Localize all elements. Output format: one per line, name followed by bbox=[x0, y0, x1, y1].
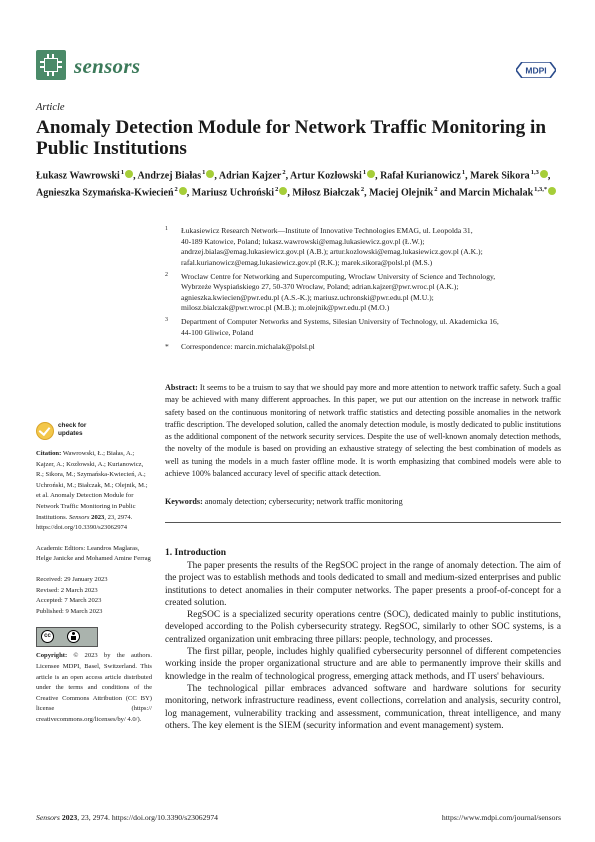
footer-year: 2023 bbox=[61, 813, 78, 822]
author-affiliation-marker: 1 bbox=[362, 169, 367, 176]
author-name[interactable]: Agnieszka Szymańska-Kwiecień bbox=[36, 187, 174, 199]
affiliation-line: Department of Computer Networks and Systems, Silesian University of Technology, ul. Akademicka 16, bbox=[181, 317, 499, 327]
journal-name[interactable]: sensors bbox=[74, 54, 141, 78]
keywords-text: anomaly detection; cybersecurity; network traffic monitoring bbox=[204, 497, 403, 506]
author-name[interactable]: Rafał Kurianowicz bbox=[380, 170, 461, 182]
journal-logo-icon bbox=[36, 50, 66, 80]
citation-text: Wawrowski, Ł.; Białas, A.; Kajzer, A.; Kozłowski, A.; Kurianowicz, R.; Sikora, M.; Szymańska-Kwiecień, A.; Uchroński, M.; Białczak, M.; Olejnik, M.; et al. Anomaly Detection Module for Network Traffic Monitoring in Public Institutions. bbox=[36, 450, 148, 521]
abstract-label: Abstract: bbox=[165, 383, 198, 392]
section-divider bbox=[165, 522, 561, 523]
author-affiliation-marker: 1 bbox=[202, 169, 206, 176]
author-affiliation-marker: 2 bbox=[434, 185, 438, 193]
author-name[interactable]: Marek Sikora bbox=[470, 170, 530, 182]
author-affiliation-marker: 1,3,* bbox=[534, 185, 548, 193]
affiliation-line: rafal.kurianowicz@emag.lukasiewicz.gov.pl (R.K.); marek.sikora@polsl.pl (M.S.) bbox=[181, 257, 433, 267]
citation-label: Citation: bbox=[36, 450, 62, 457]
affiliation-item bbox=[165, 317, 565, 338]
mdpi-logo-icon[interactable] bbox=[516, 62, 556, 78]
keywords bbox=[165, 497, 561, 506]
author-separator: , bbox=[287, 187, 293, 199]
copyright-block bbox=[36, 651, 152, 725]
copyright-text: © 2023 by the authors. Licensee MDPI, Basel, Switzerland. This article is an open access article distributed under the terms and conditions of the Creative Commons Attribution (CC BY) license (https:// creativecommons.org/licenses/by/ 4.0/). bbox=[36, 652, 153, 723]
intro-paragraph: The paper presents the results of the RegSOC project in the range of anomaly detection. The aim of the project was to establish methods and tools dedicated to small and medium-sized enterprises and public institutions to detect anomalies in their computer networks. The paper presents a proof-of-concept for a created solution. bbox=[165, 561, 561, 608]
author-affiliation-marker: 2 bbox=[360, 185, 365, 193]
footer-doi[interactable]: , 23, 2974. https://doi.org/10.3390/s23062974 bbox=[77, 813, 219, 822]
author-affiliation-marker: 1,3 bbox=[530, 169, 539, 176]
affiliation-number: 1 bbox=[165, 226, 168, 232]
check-updates-line2: updates bbox=[58, 429, 83, 437]
affiliation-line: Correspondence: marcin.michalak@polsl.pl bbox=[181, 341, 315, 351]
citation-year: 2023 bbox=[91, 513, 105, 521]
author-separator: , bbox=[133, 170, 138, 182]
date-published: Published: 9 March 2023 bbox=[36, 607, 103, 615]
check-updates-line1: check for bbox=[58, 422, 87, 429]
introduction-body bbox=[165, 560, 561, 732]
citation-doi[interactable]: , 23, 2974. https://doi.org/10.3390/s23062974 bbox=[36, 513, 133, 532]
author-separator: , bbox=[375, 170, 381, 182]
orcid-icon[interactable] bbox=[125, 170, 133, 178]
affiliation-item bbox=[165, 342, 565, 353]
article-type: Article bbox=[36, 102, 65, 113]
orcid-icon[interactable] bbox=[367, 170, 375, 178]
citation-journal: Sensors bbox=[68, 513, 90, 521]
author-name[interactable]: Maciej Olejnik bbox=[369, 187, 434, 199]
affiliation-number: 2 bbox=[165, 271, 168, 278]
author-list bbox=[36, 166, 561, 200]
attribution-icon bbox=[67, 630, 80, 643]
keywords-label: Keywords: bbox=[165, 497, 203, 506]
author-name[interactable]: Łukasz Wawrowski bbox=[36, 170, 120, 182]
author-affiliation-marker: 2 bbox=[282, 169, 286, 176]
author-separator: , bbox=[465, 170, 471, 182]
affiliation-line: milosz.bialczak@pwr.wroc.pl (M.B.); m.olejnik@pwr.edu.pl (M.O.) bbox=[181, 303, 390, 313]
author-name[interactable]: Artur Kozłowski bbox=[290, 170, 362, 182]
affiliation-line: Wybrzeże Wyspiańskiego 27, 50-370 Wrocław, Poland; adrian.kajzer@pwr.wroc.pl (A.K.); bbox=[181, 282, 459, 292]
section-heading-introduction: 1. Introduction bbox=[165, 548, 227, 558]
intro-paragraph: The technological pillar embraces advanced software and hardware solutions for security monitoring, network infrastructure readiness, event collections, correlation and analysis, security control, log management, vulnerability tracking and assessment, communication, threat intelligence, and many others. The key element is the SIEM (security information and event management) system. bbox=[165, 683, 561, 731]
affiliations bbox=[165, 226, 565, 355]
copyright-label: Copyright: bbox=[36, 652, 68, 660]
date-revised: Revised: 2 March 2023 bbox=[36, 586, 98, 594]
author-separator: , bbox=[214, 170, 219, 182]
check-for-updates-button[interactable] bbox=[36, 420, 116, 446]
footer-journal-url[interactable]: https://www.mdpi.com/journal/sensors bbox=[441, 813, 561, 822]
cc-icon: cc bbox=[41, 630, 54, 643]
abstract-text: It seems to be a truism to say that we should pay more and more attention to network traffic safety. Such a goal may be achieved with many different approaches. In this paper, we put our attention on the increase in network traffic safety based on the continuous monitoring of network traffic statistics and detecting possible anomalies in the network traffic description. The developed solution, called the anomaly detection module, is mostly dedicated to public institutions as the additional component of the network security services. Despite the use of well-known anomaly detection methods, the novelty of the module is based on providing an exhaustive strategy of selecting the best combination of models as well as tuning the models in a much faster offline mode. It is worth emphasizing that combined models were able to achieve 100% balanced accuracy level of specific attack detection. bbox=[165, 383, 561, 479]
orcid-icon[interactable] bbox=[548, 187, 556, 195]
date-received: Received: 29 January 2023 bbox=[36, 575, 108, 583]
paper-title: Anomaly Detection Module for Network Traffic Monitoring in Public Institutions bbox=[36, 117, 546, 159]
author-affiliation-marker: 2 bbox=[174, 185, 178, 193]
author-name[interactable]: Andrzej Białas bbox=[137, 170, 202, 182]
affiliation-item bbox=[165, 226, 565, 268]
editors-names: Leandros Maglaras, Helge Janicke and Mohamed Amine Ferrag bbox=[36, 544, 151, 563]
intro-paragraph: RegSOC is a specialized security operations centre (SOC), dedicated mainly to public institutions, developed according to the Polish cybersecurity strategy. RegSOC, similarly to other SOC systems, is a centralized organization unit embracing three pillars: people, technology, and processes. bbox=[165, 610, 561, 645]
dates-block bbox=[36, 575, 152, 617]
affiliation-line: 40-189 Katowice, Poland; lukasz.wawrowski@emag.lukasiewicz.gov.pl (Ł.W.); bbox=[181, 236, 425, 246]
author-name[interactable]: Adrian Kajzer bbox=[218, 170, 282, 182]
affiliation-line: Łukasiewicz Research Network—Institute of Innovative Technologies EMAG, ul. Leopolda 31, bbox=[181, 226, 473, 235]
affiliation-number: 3 bbox=[165, 317, 168, 324]
author-name[interactable]: Miłosz Białczak bbox=[292, 187, 360, 199]
mdpi-logo-text: MDPI bbox=[525, 65, 547, 76]
affiliation-line: agnieszka.kwiecien@pwr.edu.pl (A.S.-K.); mariusz.uchronski@pwr.edu.pl (M.U.); bbox=[181, 292, 434, 302]
orcid-icon[interactable] bbox=[540, 170, 548, 178]
affiliation-number: * bbox=[165, 341, 169, 351]
author-name[interactable]: Mariusz Uchroński bbox=[191, 187, 275, 199]
editors-block bbox=[36, 544, 152, 565]
cc-by-license-badge[interactable] bbox=[36, 627, 98, 647]
date-accepted: Accepted: 7 March 2023 bbox=[36, 597, 102, 605]
footer-journal: Sensors bbox=[36, 813, 60, 822]
author-affiliation-marker: 2 bbox=[275, 185, 279, 193]
author-separator: , bbox=[547, 170, 551, 182]
article-sidebar bbox=[36, 449, 152, 725]
affiliation-line: 44-100 Gliwice, Poland bbox=[181, 327, 254, 337]
author-affiliation-marker: 1 bbox=[120, 169, 125, 176]
check-updates-icon bbox=[36, 422, 54, 440]
affiliation-line: Wroclaw Centre for Networking and Supercomputing, Wroclaw University of Science and Technology, bbox=[181, 271, 496, 281]
footer-citation bbox=[36, 813, 218, 822]
author-affiliation-marker: 1 bbox=[461, 169, 466, 176]
author-separator: , bbox=[285, 170, 291, 182]
author-separator: and bbox=[437, 187, 459, 199]
author-separator: , bbox=[186, 187, 192, 199]
affiliation-item bbox=[165, 272, 565, 314]
editors-label: Academic Editors: bbox=[36, 544, 86, 552]
orcid-icon[interactable] bbox=[179, 187, 187, 195]
author-name[interactable]: Marcin Michalak bbox=[458, 187, 534, 199]
affiliation-line: andrzej.bialas@emag.lukasiewicz.gov.pl (A.B.); artur.kozlowski@emag.lukasiewicz.gov.pl (A.K.); bbox=[181, 247, 483, 257]
citation-block bbox=[36, 449, 152, 534]
intro-paragraph: The first pillar, people, includes highly qualified cybersecurity personnel of different competencies working inside the proper organizational structure and are able to permanently improve their skills and knowledge in the realm of technological progress, emerging attack methods, and IT users' behaviours. bbox=[165, 647, 561, 682]
author-separator: , bbox=[364, 187, 370, 199]
abstract bbox=[165, 382, 561, 480]
